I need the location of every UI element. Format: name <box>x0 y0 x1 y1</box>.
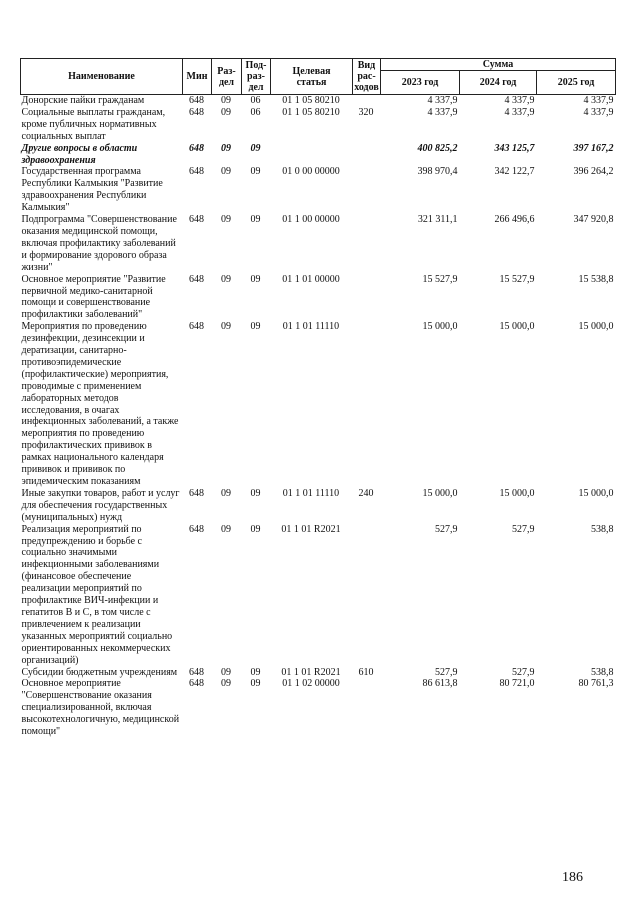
table-row <box>21 166 616 214</box>
row-target-article <box>271 143 353 167</box>
row-ministry: 648 <box>189 666 204 678</box>
page-number: 186 <box>562 870 583 885</box>
row-razdel: 09 <box>221 95 231 106</box>
row-name: Основное мероприятие "Развитие первичной медико-санитарной помощи и совершенствование профилактики заболеваний" <box>21 273 166 321</box>
row-razdel: 09 <box>221 321 231 333</box>
row-podrazdel: 09 <box>250 166 261 178</box>
row-sum-2024: 527,9 <box>512 523 535 535</box>
row-podrazdel: 09 <box>250 523 261 535</box>
row-sum-2024: 4 337,9 <box>504 95 535 106</box>
header-target-article: Целевая статья <box>271 59 353 95</box>
row-ministry: 648 <box>189 95 204 106</box>
row-target-article: 01 1 01 R2021 <box>281 666 341 678</box>
table-body <box>21 95 616 738</box>
row-sum-2025: 4 337,9 <box>583 106 614 118</box>
header-year-2024: 2024 год <box>460 71 537 95</box>
row-sum-2025: 15 000,0 <box>578 321 614 333</box>
row-razdel: 09 <box>221 678 231 690</box>
row-sum-2025: 396 264,2 <box>573 166 614 178</box>
table-row <box>21 214 616 274</box>
row-sum-2025: 397 167,2 <box>573 142 614 154</box>
row-target-article: 01 1 01 11110 <box>282 321 340 333</box>
header-year-2023: 2023 год <box>381 71 460 95</box>
row-podrazdel: 09 <box>250 666 261 678</box>
row-target-article: 01 1 01 00000 <box>282 273 340 285</box>
header-name: Наименование <box>21 59 183 95</box>
row-sum-2025: 347 920,8 <box>573 214 614 226</box>
table-row <box>21 321 616 488</box>
header-sum: Сумма <box>381 59 616 71</box>
row-ministry: 648 <box>189 106 204 118</box>
row-sum-2023: 86 613,8 <box>422 678 458 690</box>
header-expense-type: Вид рас- ходов <box>354 60 379 93</box>
row-expense-type <box>353 274 381 322</box>
row-expense-type <box>353 166 381 214</box>
row-target-article: 01 1 00 00000 <box>282 214 340 226</box>
row-ministry: 648 <box>189 142 204 154</box>
row-ministry: 648 <box>189 273 204 285</box>
row-sum-2024: 15 527,9 <box>499 273 535 285</box>
row-podrazdel: 09 <box>250 142 261 154</box>
row-expense-type: 240 <box>358 487 374 499</box>
row-sum-2023: 15 000,0 <box>422 321 458 333</box>
table-row <box>21 107 616 143</box>
row-razdel: 09 <box>221 166 231 178</box>
row-target-article: 01 1 05 80210 <box>282 106 340 118</box>
row-ministry: 648 <box>189 523 204 535</box>
row-ministry: 648 <box>189 166 204 178</box>
row-razdel: 09 <box>221 142 231 154</box>
row-sum-2023: 527,9 <box>435 666 458 678</box>
row-expense-type <box>353 214 381 274</box>
row-expense-type <box>353 524 381 667</box>
row-name: Субсидии бюджетным учреждениям <box>21 666 178 678</box>
row-podrazdel: 09 <box>250 321 261 333</box>
row-sum-2023: 4 337,9 <box>427 95 458 106</box>
row-sum-2024: 342 122,7 <box>494 166 535 178</box>
row-sum-2024: 15 000,0 <box>499 321 535 333</box>
row-name: Основное мероприятие "Совершенствование оказания специализированной, включая высокотехнологичную, медицинской помощи" <box>21 678 180 738</box>
row-podrazdel: 09 <box>250 678 261 690</box>
row-sum-2024: 527,9 <box>512 666 535 678</box>
table-row <box>21 95 616 107</box>
row-name: Другие вопросы в области здравоохранения <box>21 142 138 166</box>
row-expense-type <box>353 678 381 738</box>
row-podrazdel: 06 <box>250 106 261 118</box>
row-ministry: 648 <box>189 678 204 690</box>
row-sum-2023: 398 970,4 <box>417 166 458 178</box>
row-sum-2023: 15 000,0 <box>422 487 458 499</box>
row-podrazdel: 06 <box>250 95 261 106</box>
row-sum-2023: 527,9 <box>435 523 458 535</box>
row-sum-2024: 80 721,0 <box>499 678 535 690</box>
row-target-article: 01 1 01 11110 <box>282 487 340 499</box>
row-name: Донорские пайки гражданам <box>21 95 145 106</box>
table-row <box>21 488 616 524</box>
row-podrazdel: 09 <box>250 214 261 226</box>
row-sum-2023: 321 311,1 <box>417 214 458 226</box>
row-expense-type: 610 <box>358 666 374 678</box>
row-target-article: 01 1 02 00000 <box>282 678 340 690</box>
header-podrazdel: Под- раз- дел <box>242 59 271 95</box>
row-name: Государственная программа Республики Калмыкия "Развитие здравоохранения Республики Калмыкия" <box>21 166 163 214</box>
row-sum-2023: 400 825,2 <box>417 142 458 154</box>
row-ministry: 648 <box>189 487 204 499</box>
row-ministry: 648 <box>189 214 204 226</box>
row-name: Реализация мероприятий по предупреждению и борьбе с социально значимыми инфекционными заболеваниями (финансовое обеспечение реализации мероприятий по профилактике ВИЧ-инфекции и гепатитов В и С, в том числе с привлечением к реализации указанных мероприятий социально ориентированных некоммерческих организаций) <box>21 523 173 666</box>
row-podrazdel: 09 <box>250 487 261 499</box>
row-name: Подпрограмма "Совершенствование оказания медицинской помощи, включая профилактику заболеваний и формирование здорового образа жизни" <box>21 214 177 273</box>
row-sum-2025: 538,8 <box>591 666 614 678</box>
row-sum-2023: 15 527,9 <box>422 273 458 285</box>
row-expense-type: 320 <box>358 106 374 118</box>
row-ministry: 648 <box>189 321 204 333</box>
row-razdel: 09 <box>221 666 231 678</box>
row-podrazdel: 09 <box>250 273 261 285</box>
row-sum-2025: 15 538,8 <box>578 273 614 285</box>
row-razdel: 09 <box>221 106 231 118</box>
table-row <box>21 524 616 667</box>
row-sum-2024: 343 125,7 <box>494 142 535 154</box>
row-sum-2024: 15 000,0 <box>499 487 535 499</box>
row-sum-2025: 15 000,0 <box>578 487 614 499</box>
row-sum-2025: 538,8 <box>591 523 614 535</box>
header-year-2025: 2025 год <box>537 71 616 95</box>
header-razdel: Раз- дел <box>212 59 242 95</box>
row-razdel: 09 <box>221 487 231 499</box>
table-row <box>21 274 616 322</box>
budget-table-container <box>20 58 615 738</box>
row-sum-2023: 4 337,9 <box>427 106 458 118</box>
header-min: Мин <box>183 59 212 95</box>
row-name: Иные закупки товаров, работ и услуг для обеспечения государственных (муниципальных) нужд <box>21 487 180 523</box>
row-razdel: 09 <box>221 273 231 285</box>
row-razdel: 09 <box>221 523 231 535</box>
row-target-article: 01 1 01 R2021 <box>281 523 341 535</box>
row-razdel: 09 <box>221 214 231 226</box>
row-expense-type <box>353 321 381 488</box>
budget-table <box>20 58 616 738</box>
row-expense-type <box>353 95 381 107</box>
row-name: Социальные выплаты гражданам, кроме публичных нормативных социальных выплат <box>21 106 166 142</box>
row-target-article: 01 0 00 00000 <box>282 166 340 178</box>
row-sum-2024: 4 337,9 <box>504 106 535 118</box>
table-row <box>21 667 616 679</box>
row-sum-2025: 80 761,3 <box>578 678 614 690</box>
row-sum-2025: 4 337,9 <box>583 95 614 106</box>
row-name: Мероприятия по проведению дезинфекции, дезинсекции и дератизации, санитарно-противоэпидемические (профилактические) мероприятия, проводимые с применением лабораторных методов исследования, в очагах инфекционных заболеваний, а также мероприятия по проведению профилактических прививок в рамках национального календаря прививок и прививок по эпидемическим показаниям <box>21 321 179 487</box>
row-target-article: 01 1 05 80210 <box>282 95 340 106</box>
table-row <box>21 143 616 167</box>
row-expense-type <box>353 143 381 167</box>
row-sum-2024: 266 496,6 <box>494 214 535 226</box>
table-row <box>21 678 616 738</box>
